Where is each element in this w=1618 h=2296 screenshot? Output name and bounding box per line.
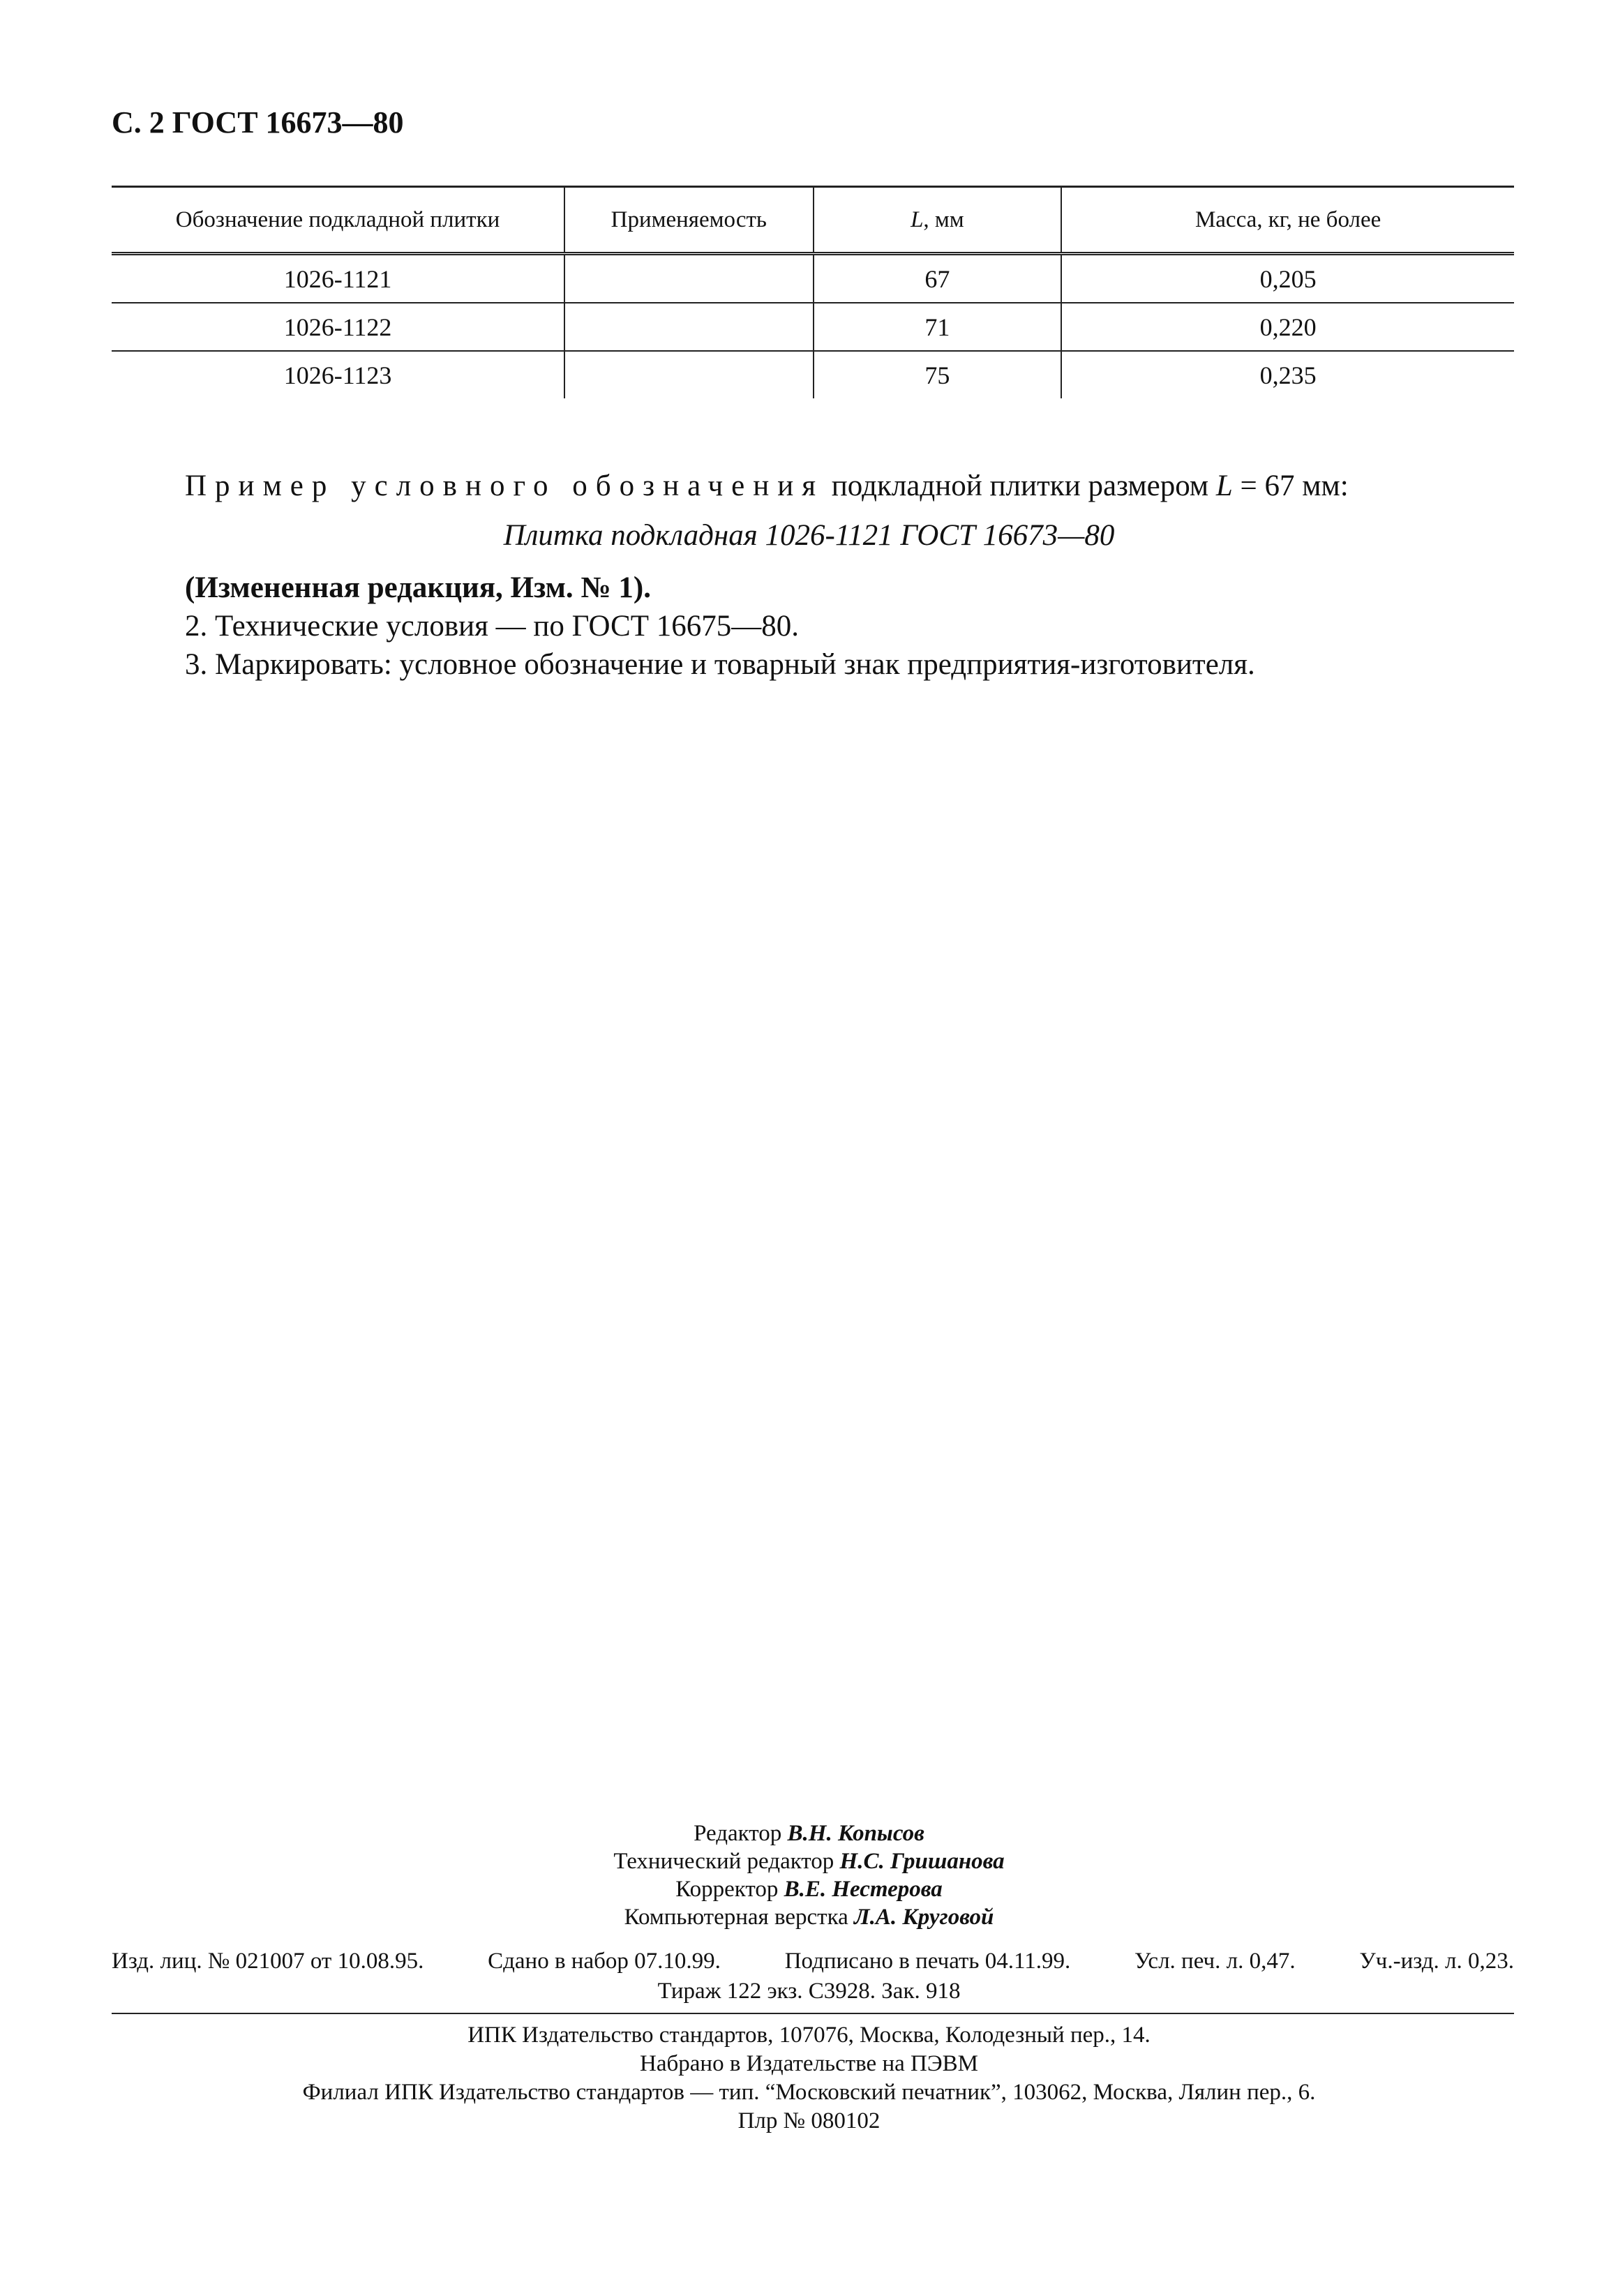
example-l-symbol: L [1215, 470, 1233, 502]
credit-name: Л.А. Круговой [854, 1905, 994, 1930]
cell-designation: 1026-1121 [112, 254, 564, 303]
cell-applicability [564, 254, 813, 303]
imprint-signed: Подписано в печать 04.11.99. [784, 1949, 1071, 1974]
credit-role: Корректор [675, 1877, 784, 1902]
publisher-line: Набрано в Издательстве на ПЭВМ [640, 2051, 978, 2076]
cell-designation: 1026-1122 [112, 303, 564, 351]
credit-layout [0, 1903, 1618, 1931]
length-symbol: L [911, 207, 924, 232]
imprint-run: Тираж 122 экз. С3928. Зак. 918 [657, 1979, 961, 2004]
credit-name: Н.С. Гришанова [839, 1849, 1005, 1874]
table-row [112, 303, 1514, 351]
credit-role: Компьютерная верстка [624, 1905, 855, 1930]
publisher-block [0, 2021, 1618, 2136]
cell-mass: 0,205 [1061, 254, 1514, 303]
credit-role: Редактор [694, 1821, 788, 1846]
col-header-mass: Масса, кг, не более [1061, 187, 1514, 254]
credit-editor [0, 1819, 1618, 1847]
example-designation: Плитка подкладная 1026-1121 ГОСТ 16673—80 [503, 519, 1115, 552]
credit-tech-editor [0, 1847, 1618, 1875]
page-header: С. 2 ГОСТ 16673—80 [112, 105, 404, 140]
credit-corrector [0, 1875, 1618, 1903]
publisher-line: Плр № 080102 [737, 2108, 881, 2133]
credit-name: В.Е. Нестерова [784, 1877, 943, 1902]
cell-applicability [564, 303, 813, 351]
table-header-row [112, 187, 1514, 254]
cell-applicability [564, 351, 813, 398]
credits-block [0, 1819, 1618, 1931]
imprint-pub-sheets: Уч.-изд. л. 0,23. [1359, 1949, 1514, 1974]
amendment-note: (Измененная редакция, Изм. № 1). [185, 571, 651, 604]
cell-length: 71 [814, 303, 1062, 351]
item-3: 3. Маркировать: условное обозначение и товарный знак предприятия-изготовителя. [185, 648, 1255, 681]
publisher-line: Филиал ИПК Издательство стандартов — тип. “Московский печатник”, 103062, Москва, Лялин пер., 6. [302, 2080, 1316, 2105]
credit-name: В.Н. Копысов [787, 1821, 924, 1846]
publisher-line: ИПК Издательство стандартов, 107076, Москва, Колодезный пер., 14. [467, 2023, 1151, 2048]
cell-designation: 1026-1123 [283, 361, 392, 389]
cell-mass: 0,235 [1061, 351, 1514, 398]
example-spaced-heading: Пример условного обозначения [185, 470, 825, 502]
table-row [112, 351, 1514, 398]
divider [112, 2013, 1514, 2014]
example-intro [185, 469, 1349, 503]
length-unit: мм [934, 207, 964, 232]
col-header-applicability: Применяемость [564, 187, 813, 254]
imprint-sent: Сдано в набор 07.10.99. [488, 1949, 721, 1974]
example-text-2: = 67 мм: [1232, 470, 1349, 502]
col-header-length: L, мм [814, 187, 1062, 254]
imprint-license: Изд. лиц. № 021007 от 10.08.95. [112, 1949, 424, 1974]
imprint-print-sheets: Усл. печ. л. 0,47. [1134, 1949, 1296, 1974]
cell-mass: 0,220 [1061, 303, 1514, 351]
imprint-line [112, 1949, 1514, 1974]
table-row [112, 254, 1514, 303]
example-text-1: подкладной плитки размером [824, 470, 1216, 502]
item-2: 2. Технические условия — по ГОСТ 16675—80. [185, 610, 799, 643]
dimensions-table [112, 186, 1514, 398]
cell-length: 75 [814, 351, 1062, 398]
col-header-designation: Обозначение подкладной плитки [112, 187, 564, 254]
credit-role: Технический редактор [613, 1849, 840, 1874]
cell-length: 67 [814, 254, 1062, 303]
